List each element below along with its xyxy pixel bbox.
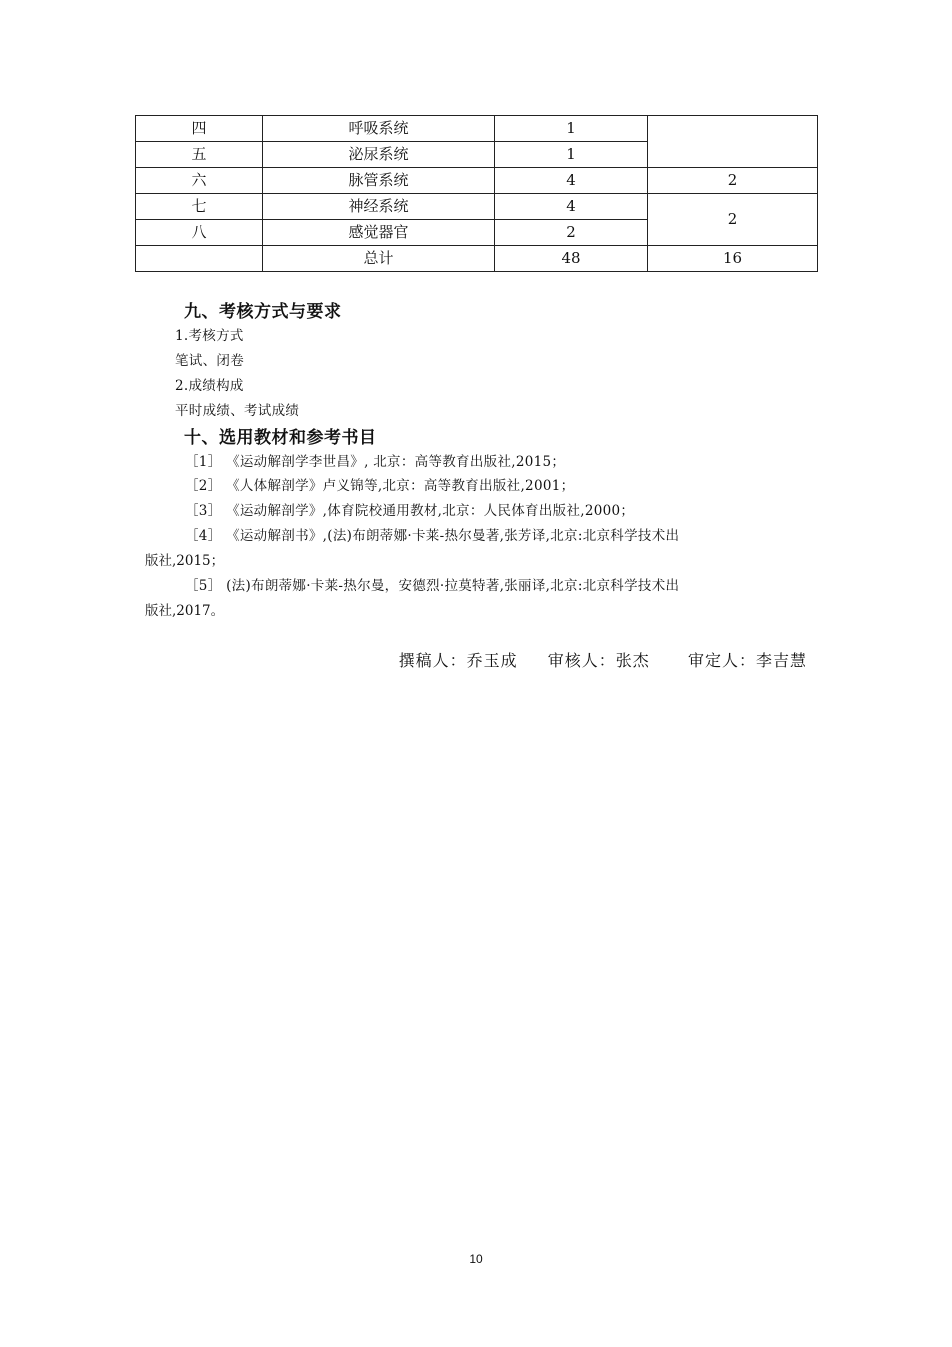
assessment-method-value: 笔试、闭卷 (175, 353, 244, 369)
author-signature: 撰稿人：乔玉成 (398, 651, 518, 670)
chapter-cell: 五 (136, 142, 263, 168)
reference-item: ［3］ 《运动解剖学》,体育院校通用教材,北京：人民体育出版社,2000； (185, 503, 635, 519)
page-number: 10 (469, 1252, 483, 1266)
reference-continuation: 版社,2015； (145, 553, 225, 569)
total-label-cell: 总计 (263, 246, 495, 272)
theory-hours-cell: 4 (495, 168, 648, 194)
table-total-row (136, 246, 818, 272)
topic-cell: 感觉器官 (263, 220, 495, 246)
reference-item: ［4］ 《运动解剖书》,(法)布朗蒂娜·卡莱-热尔曼著,张芳译,北京:北京科学技术出 (185, 528, 680, 544)
theory-hours-cell: 1 (495, 116, 648, 142)
lab-hours-cell (648, 116, 818, 168)
reviewer-signature: 审核人：张杰 (547, 651, 650, 670)
table-row (136, 116, 818, 142)
theory-hours-cell: 2 (495, 220, 648, 246)
reference-item: ［5］ (法)布朗蒂娜·卡莱-热尔曼，安德烈·拉莫特著,张丽译,北京:北京科学技术出 (185, 578, 680, 594)
chapter-cell: 六 (136, 168, 263, 194)
topic-cell: 脉管系统 (263, 168, 495, 194)
lab-total-cell: 16 (648, 246, 818, 272)
theory-hours-cell: 1 (495, 142, 648, 168)
reference-item: ［2］ 《人体解剖学》卢义锦等,北京：高等教育出版社,2001； (185, 478, 575, 494)
assessment-method-label: 1.考核方式 (175, 328, 244, 344)
chapter-cell: 八 (136, 220, 263, 246)
section-9-heading: 九、考核方式与要求 (184, 302, 342, 322)
table-row (136, 194, 818, 220)
chapter-cell (136, 246, 263, 272)
section-10-heading: 十、选用教材和参考书目 (184, 428, 377, 448)
topic-cell: 神经系统 (263, 194, 495, 220)
chapter-cell: 四 (136, 116, 263, 142)
table-row (136, 168, 818, 194)
reference-item: ［1］ 《运动解剖学李世昌》, 北京：高等教育出版社,2015； (185, 454, 566, 470)
theory-total-cell: 48 (495, 246, 648, 272)
topic-cell: 呼吸系统 (263, 116, 495, 142)
grade-composition-value: 平时成绩、考试成绩 (175, 403, 300, 419)
approver-signature: 审定人：李吉慧 (687, 651, 807, 670)
class-hours-table (135, 115, 818, 272)
lab-hours-cell: 2 (648, 194, 818, 246)
lab-hours-cell: 2 (648, 168, 818, 194)
theory-hours-cell: 4 (495, 194, 648, 220)
chapter-cell: 七 (136, 194, 263, 220)
signature-line (399, 648, 807, 671)
reference-continuation: 版社,2017。 (145, 603, 225, 619)
grade-composition-label: 2.成绩构成 (175, 378, 244, 394)
topic-cell: 泌尿系统 (263, 142, 495, 168)
